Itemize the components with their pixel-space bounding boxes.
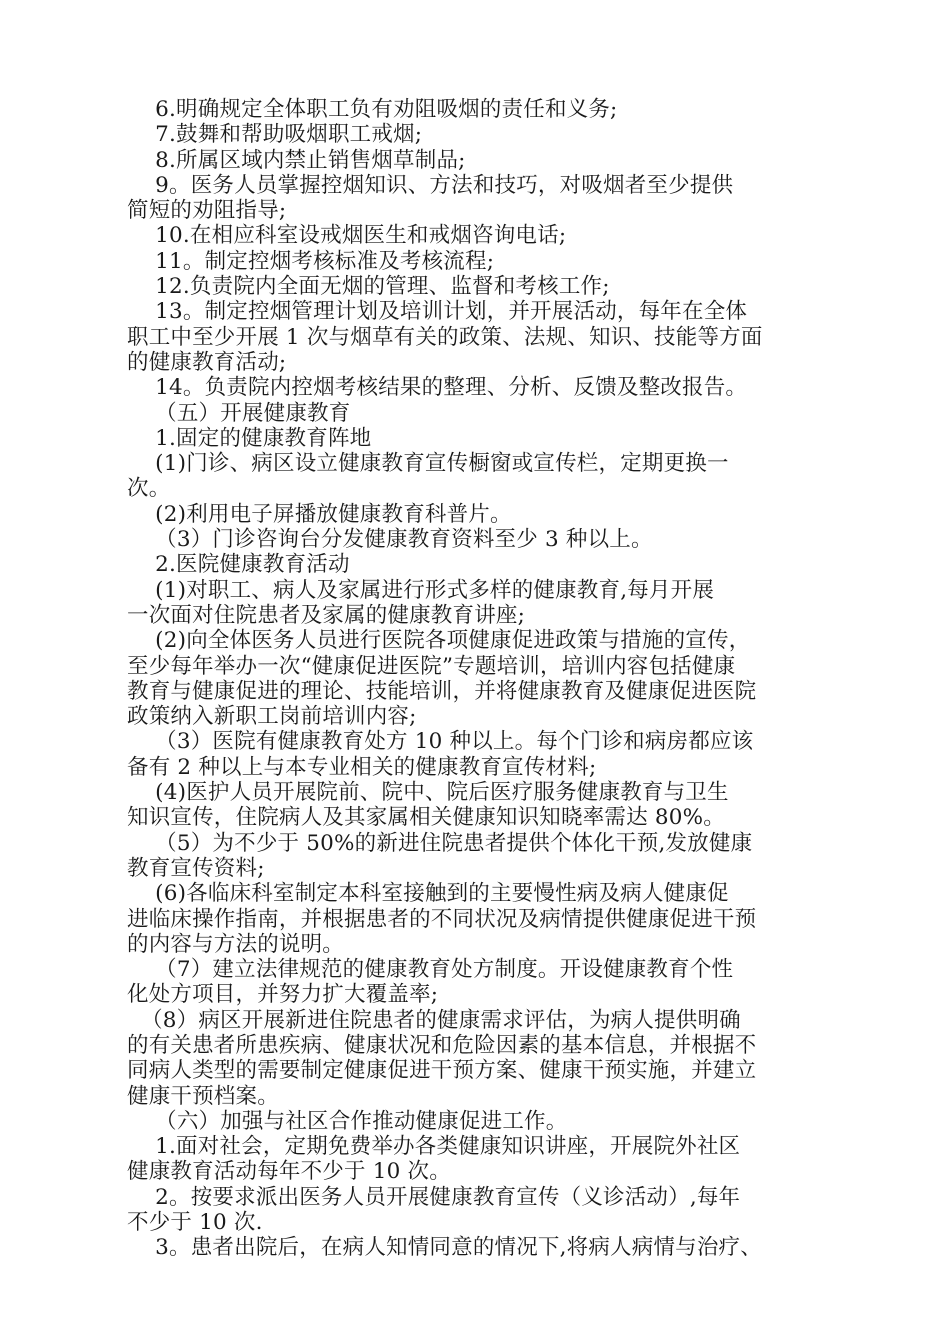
text-line: （8）病区开展新进住院患者的健康需求评估，为病人提供明确 <box>127 1007 741 1033</box>
document-body <box>127 97 827 1261</box>
subsection-heading: 1.固定的健康教育阵地 <box>127 425 372 451</box>
text-line: (2)利用电子屏播放健康教育科普片。 <box>127 501 512 527</box>
text-line: 健康教育活动每年不少于 10 次。 <box>127 1159 451 1185</box>
text-line: 6.明确规定全体职工负有劝阻吸烟的责任和义务; <box>127 97 618 122</box>
section-heading: （五）开展健康教育 <box>127 400 351 426</box>
text-line: （3）门诊咨询台分发健康教育资料至少 3 种以上。 <box>127 527 653 553</box>
text-line: 知识宣传，住院病人及其家属相关健康知识知晓率需达 80%。 <box>127 805 725 831</box>
text-line: 进临床操作指南，并根据患者的不同状况及病情提供健康促进干预 <box>127 906 757 932</box>
text-line: 13。制定控烟管理计划及培训计划，并开展活动，每年在全体 <box>127 299 748 325</box>
text-line: 健康干预档案。 <box>127 1083 279 1109</box>
text-line: 10.在相应科室设戒烟医生和戒烟咨询电话; <box>127 223 567 249</box>
text-line: 教育宣传资料; <box>127 855 265 881</box>
section-heading: （六）加强与社区合作推动健康促进工作。 <box>127 1108 568 1134</box>
subsection-heading: 2.医院健康教育活动 <box>127 552 350 578</box>
text-line: 9。医务人员掌握控烟知识、方法和技巧，对吸烟者至少提供 <box>127 172 734 198</box>
text-line: 的健康教育活动; <box>127 349 287 375</box>
text-line: 次。 <box>127 476 171 502</box>
text-line: 的内容与方法的说明。 <box>127 931 345 957</box>
text-line: 至少每年举办一次“健康促进医院”专题培训，培训内容包括健康 <box>127 653 736 679</box>
text-line: 14。负责院内控烟考核结果的整理、分析、反馈及整改报告。 <box>127 375 748 401</box>
text-line: 12.负责院内全面无烟的管理、监督和考核工作; <box>127 274 610 300</box>
text-line: 同病人类型的需要制定健康促进干预方案、健康干预实施，并建立 <box>127 1058 757 1084</box>
text-line: 1.面对社会，定期免费举办各类健康知识讲座，开展院外社区 <box>127 1134 741 1160</box>
text-line: 3。患者出院后，在病人知情同意的情况下,将病人病情与治疗、 <box>127 1235 762 1261</box>
text-line: 不少于 10 次. <box>127 1210 263 1236</box>
text-line: 7.鼓舞和帮助吸烟职工戒烟; <box>127 122 423 148</box>
text-line: 11。制定控烟考核标准及考核流程; <box>127 248 495 274</box>
text-line: 教育与健康促进的理论、技能培训，并将健康教育及健康促进医院 <box>127 678 757 704</box>
text-line: 简短的劝阻指导; <box>127 198 287 224</box>
text-line: (4)医护人员开展院前、院中、院后医疗服务健康教育与卫生 <box>127 780 729 806</box>
text-line: 备有 2 种以上与本专业相关的健康教育宣传材料; <box>127 754 597 780</box>
text-line: 2。按要求派出医务人员开展健康教育宣传（义诊活动）,每年 <box>127 1184 741 1210</box>
text-line: （3）医院有健康教育处方 10 种以上。每个门诊和病房都应该 <box>127 729 754 755</box>
text-line: (6)各临床科室制定本科室接触到的主要慢性病及病人健康促 <box>127 881 729 907</box>
text-line: 化处方项目，并努力扩大覆盖率; <box>127 982 439 1008</box>
text-line: （7）建立法律规范的健康教育处方制度。开设健康教育个性 <box>127 957 734 983</box>
text-line: (2)向全体医务人员进行医院各项健康促进政策与措施的宣传， <box>127 628 751 654</box>
text-line: 一次面对住院患者及家属的健康教育讲座; <box>127 602 526 628</box>
text-line: 职工中至少开展 1 次与烟草有关的政策、法规、知识、技能等方面 <box>127 324 763 350</box>
text-line: （5）为不少于 50%的新进住院患者提供个体化干预,发放健康 <box>127 830 753 856</box>
text-line: (1)门诊、病区设立健康教育宣传橱窗或宣传栏，定期更换一 <box>127 451 729 477</box>
text-line: 的有关患者所患疾病、健康状况和危险因素的基本信息，并根据不 <box>127 1032 757 1058</box>
text-line: 政策纳入新职工岗前培训内容; <box>127 704 417 730</box>
text-line: (1)对职工、病人及家属进行形式多样的健康教育,每月开展 <box>127 577 715 603</box>
text-line: 8.所属区域内禁止销售烟草制品; <box>127 147 466 173</box>
